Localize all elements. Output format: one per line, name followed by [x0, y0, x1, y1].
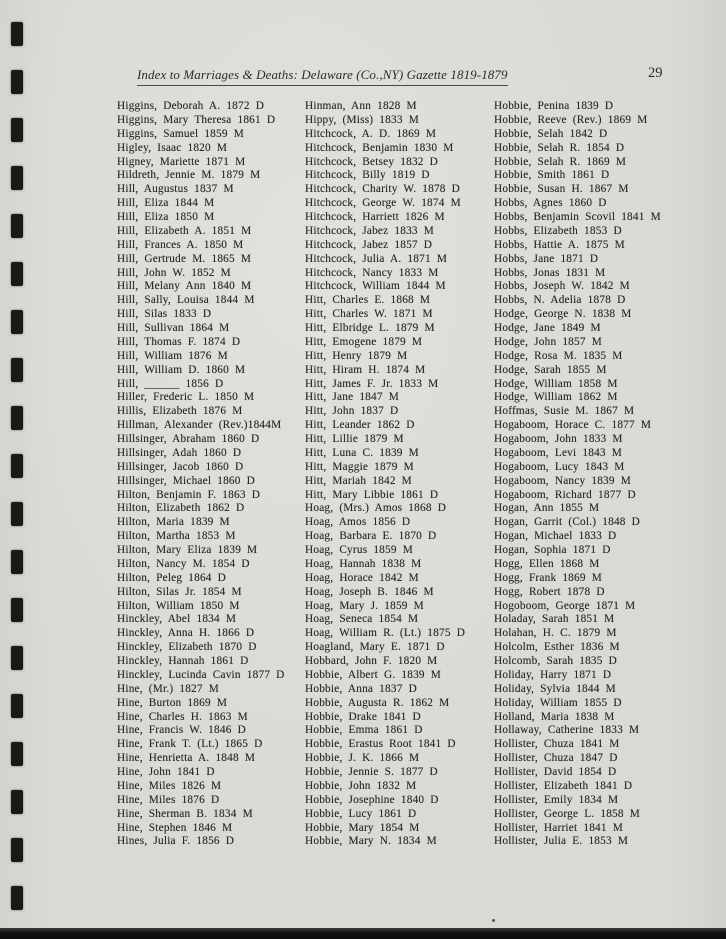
- page-header-title: Index to Marriages & Deaths: Delaware (Co.,NY) Gazette 1819-1879: [137, 67, 508, 86]
- binding-hole-mark: [11, 22, 23, 46]
- index-entry: Hitchcock, George W. 1874 M: [305, 197, 461, 210]
- index-entry: Hill, Eliza 1850 M: [117, 211, 215, 223]
- index-entry: Hilton, Nancy M. 1854 D: [117, 557, 250, 570]
- index-entry: Hobbie, Albert G. 1839 M: [305, 668, 442, 681]
- index-entry: Hobbs, Elizabeth 1853 D: [494, 224, 622, 237]
- index-entry: Hobbie, Mary N. 1834 M: [305, 835, 437, 848]
- index-entry: Hollaway, Catherine 1833 M: [494, 724, 640, 737]
- index-entry: Hillsinger, Michael 1860 D: [117, 474, 255, 487]
- index-entry: Hine, Henrietta A. 1848 M: [117, 752, 256, 765]
- index-entry: Hogaboom, Richard 1877 D: [494, 488, 636, 501]
- index-entry: Hitchcock, Jabez 1833 M: [305, 224, 435, 237]
- index-entry: Hobbie, John 1832 M: [305, 779, 417, 792]
- index-entry: Hitt, Elbridge L. 1879 M: [305, 322, 435, 334]
- index-entry: Hollister, Chuza 1841 M: [494, 738, 620, 751]
- index-entry: Hitchcock, A. D. 1869 M: [305, 127, 437, 140]
- index-entry: Hoag, (Mrs.) Amos 1868 D: [305, 502, 447, 515]
- index-entry: Hobbie, Jennie S. 1877 D: [305, 766, 438, 778]
- index-entry: Hogan, Garrit (Col.) 1848 D: [494, 516, 641, 529]
- index-entry: Hobbs, Jonas 1831 M: [494, 266, 606, 279]
- index-entry: Hobbs, Hattie A. 1875 M: [494, 238, 625, 251]
- index-entry: Hillman, Alexander (Rev.)1844M: [117, 419, 282, 432]
- index-entry: Hitchcock, Nancy 1833 M: [305, 266, 439, 279]
- binding-hole-mark: [11, 886, 23, 910]
- index-entry: Hillsinger, Abraham 1860 D: [117, 433, 260, 445]
- index-entry: Hobbie, Smith 1861 D: [494, 169, 610, 182]
- index-entry: Hobbie, Erastus Root 1841 D: [305, 738, 456, 751]
- index-entry: Hobbie, Susan H. 1867 M: [494, 183, 629, 196]
- index-entry: Hitchcock, Billy 1819 D: [305, 169, 430, 182]
- index-entry: Hobbie, Selah 1842 D: [494, 127, 608, 140]
- index-entry: Holiday, Harry 1871 D: [494, 668, 612, 681]
- index-column-1: [117, 100, 303, 849]
- index-entry: Hine, Stephen 1846 M: [117, 821, 233, 834]
- index-entry: Hilton, Martha 1853 M: [117, 530, 236, 543]
- index-entry: Hill, William 1876 M: [117, 349, 228, 362]
- index-entry: Hiller, Frederic L. 1850 M: [117, 391, 255, 404]
- index-entry: Hill, John W. 1852 M: [117, 266, 231, 279]
- index-entry: Hill, Sullivan 1864 M: [117, 322, 230, 334]
- index-entry: Hildreth, Jennie M. 1879 M: [117, 169, 261, 182]
- index-entry: Hitt, Maggie 1879 M: [305, 460, 414, 473]
- index-entry: Hodge, John 1857 M: [494, 335, 602, 348]
- index-entry: Hinckley, Lucinda Cavin 1877 D: [117, 668, 285, 681]
- page-number: 29: [648, 65, 663, 81]
- index-entry: Hill, Gertrude M. 1865 M: [117, 252, 252, 265]
- paper-speck: [492, 919, 495, 922]
- index-entry: Hitt, Jane 1847 M: [305, 391, 399, 404]
- index-entry: Hoag, Mary J. 1859 M: [305, 599, 424, 612]
- index-entry: Hoag, Hannah 1838 M: [305, 557, 422, 570]
- index-entry: Hine, Sherman B. 1834 M: [117, 807, 253, 820]
- index-entry: Hines, Julia F. 1856 D: [117, 835, 235, 848]
- index-entry: Hill, Augustus 1837 M: [117, 183, 234, 196]
- index-entry: Hodge, Rosa M. 1835 M: [494, 349, 623, 362]
- index-entry: Hitt, Hiram H. 1874 M: [305, 363, 426, 376]
- index-entry: Hobbs, Agnes 1860 D: [494, 197, 607, 210]
- index-entry: Hollister, David 1854 D: [494, 766, 617, 778]
- index-entry: Hogan, Michael 1833 D: [494, 530, 617, 543]
- index-entry: Hoag, Amos 1856 D: [305, 516, 411, 529]
- index-entry: Hill, ______ 1856 D: [117, 377, 224, 390]
- index-entry: Hilton, Peleg 1864 D: [117, 571, 227, 584]
- index-entry: Hill, Frances A. 1850 M: [117, 238, 244, 251]
- index-entry: Hodge, Jane 1849 M: [494, 322, 601, 334]
- index-entry: Hogaboom, Levi 1843 M: [494, 446, 623, 459]
- index-entry: Hinckley, Anna H. 1866 D: [117, 627, 255, 640]
- index-entry: Hillis, Elizabeth 1876 M: [117, 405, 243, 418]
- index-entry: Hitchcock, Charity W. 1878 D: [305, 183, 461, 196]
- index-entry: Hinckley, Elizabeth 1870 D: [117, 641, 257, 654]
- index-entry: Hogan, Sophia 1871 D: [494, 544, 611, 556]
- index-entry: Hill, Sally, Louisa 1844 M: [117, 294, 255, 307]
- index-entry: Holahan, H. C. 1879 M: [494, 627, 617, 640]
- index-entry: Hogaboom, Lucy 1843 M: [494, 460, 625, 473]
- index-entry: Hollister, Elizabeth 1841 D: [494, 779, 633, 792]
- index-entry: Holcolm, Esther 1836 M: [494, 641, 620, 654]
- index-entry: Hitt, Lillie 1879 M: [305, 433, 404, 445]
- index-entry: Hobbie, Lucy 1861 D: [305, 807, 417, 820]
- index-entry: Higley, Isaac 1820 M: [117, 141, 228, 154]
- index-entry: Higgins, Deborah A. 1872 D: [117, 100, 265, 112]
- index-entry: Hobbie, Penina 1839 D: [494, 100, 614, 112]
- index-entry: Hill, Melany Ann 1840 M: [117, 280, 252, 293]
- index-entry: Hogaboom, John 1833 M: [494, 433, 623, 445]
- index-entry: Hobbie, Selah R. 1869 M: [494, 155, 627, 168]
- index-entry: Hill, Silas 1833 D: [117, 308, 212, 321]
- index-entry: Hodge, Sarah 1855 M: [494, 363, 607, 376]
- index-entry: Hollister, Emily 1834 M: [494, 793, 619, 806]
- index-entry: Higgins, Mary Theresa 1861 D: [117, 113, 276, 126]
- index-entry: Hitt, Leander 1862 D: [305, 419, 415, 432]
- index-entry: Hobbie, Anna 1837 D: [305, 682, 417, 695]
- index-entry: Hillsinger, Jacob 1860 D: [117, 460, 244, 473]
- index-entry: Hitt, John 1837 D: [305, 405, 399, 418]
- index-entry: Hilton, Elizabeth 1862 D: [117, 502, 245, 515]
- index-entry: Hine, Miles 1826 M: [117, 779, 222, 792]
- index-entry: Hill, Elizabeth A. 1851 M: [117, 224, 252, 237]
- index-entry: Hollister, Julia E. 1853 M: [494, 835, 629, 848]
- index-entry: Hitchcock, William 1844 M: [305, 280, 446, 293]
- index-entry: Hilton, Benjamin F. 1863 D: [117, 488, 261, 501]
- index-entry: Hill, William D. 1860 M: [117, 363, 246, 376]
- index-entry: Hobbs, N. Adelia 1878 D: [494, 294, 626, 307]
- index-entry: Hilton, William 1850 M: [117, 599, 240, 612]
- index-entry: Hine, Miles 1876 D: [117, 793, 220, 806]
- index-entry: Hine, John 1841 D: [117, 766, 215, 778]
- index-entry: Hitt, Charles W. 1871 M: [305, 308, 433, 321]
- index-entry: Hobbie, Emma 1861 D: [305, 724, 423, 737]
- index-entry: Hitt, Mary Libbie 1861 D: [305, 488, 439, 501]
- index-entry: Hinman, Ann 1828 M: [305, 100, 417, 112]
- index-entry: Higney, Mariette 1871 M: [117, 155, 246, 168]
- page-header: [0, 62, 726, 92]
- index-entry: Hinckley, Abel 1834 M: [117, 613, 237, 626]
- index-entry: Hogg, Frank 1869 M: [494, 571, 602, 584]
- index-entry: Hitt, James F. Jr. 1833 M: [305, 377, 439, 390]
- index-entry: Hitchcock, Benjamin 1830 M: [305, 141, 454, 154]
- index-entry: Hodge, George N. 1838 M: [494, 308, 632, 321]
- index-entry: Holaday, Sarah 1851 M: [494, 613, 615, 626]
- index-entry: Hogaboom, Nancy 1839 M: [494, 474, 632, 487]
- index-entry: Hoffmas, Susie M. 1867 M: [494, 405, 635, 418]
- index-entry: Holcomb, Sarah 1835 D: [494, 655, 618, 667]
- scan-bottom-edge: [0, 928, 726, 939]
- index-entry: Hogan, Ann 1855 M: [494, 502, 600, 515]
- index-entry: Hobbard, John F. 1820 M: [305, 655, 438, 667]
- index-entry: Holiday, Sylvia 1844 M: [494, 682, 616, 695]
- index-entry: Hine, Francis W. 1846 D: [117, 724, 246, 737]
- index-entry: Hogg, Ellen 1868 M: [494, 557, 600, 570]
- index-entry: Hitt, Charles E. 1868 M: [305, 294, 431, 307]
- index-entry: Hoag, Seneca 1854 M: [305, 613, 419, 626]
- index-entry: Hitchcock, Harriett 1826 M: [305, 211, 445, 223]
- index-entry: Hogg, Robert 1878 D: [494, 585, 605, 598]
- index-entry: Hilton, Silas Jr. 1854 M: [117, 585, 242, 598]
- index-column-3: [494, 100, 694, 849]
- index-entry: Hitchcock, Julia A. 1871 M: [305, 252, 448, 265]
- index-entry: Hine, Frank T. (Lt.) 1865 D: [117, 738, 263, 751]
- index-entry: Hitt, Emogene 1879 M: [305, 335, 423, 348]
- index-entry: Hoag, Cyrus 1859 M: [305, 544, 413, 556]
- index-entry: Hobbie, Mary 1854 M: [305, 821, 420, 834]
- index-entry: Hitchcock, Jabez 1857 D: [305, 238, 433, 251]
- index-entry: Hilton, Maria 1839 M: [117, 516, 230, 529]
- index-entry: Hoagland, Mary E. 1871 D: [305, 641, 445, 654]
- index-entry: Hine, (Mr.) 1827 M: [117, 682, 220, 695]
- index-entry: Hobbie, Josephine 1840 D: [305, 793, 439, 806]
- index-entry: Hollister, George L. 1858 M: [494, 807, 641, 820]
- index-entry: Hine, Charles H. 1863 M: [117, 710, 248, 723]
- index-columns: [0, 100, 726, 860]
- index-entry: Hogaboom, Horace C. 1877 M: [494, 419, 652, 432]
- index-entry: Hollister, Harriet 1841 M: [494, 821, 624, 834]
- index-entry: Hill, Thomas F. 1874 D: [117, 335, 241, 348]
- index-entry: Hitt, Mariah 1842 M: [305, 474, 412, 487]
- index-entry: Hobbs, Benjamin Scovil 1841 M: [494, 211, 661, 223]
- index-entry: Hobbie, Selah R. 1854 D: [494, 141, 625, 154]
- index-entry: Hoag, William R. (Lt.) 1875 D: [305, 627, 466, 640]
- index-entry: Hill, Eliza 1844 M: [117, 197, 215, 210]
- index-entry: Hine, Burton 1869 M: [117, 696, 228, 709]
- index-entry: Hoag, Barbara E. 1870 D: [305, 530, 437, 543]
- index-entry: Hobbie, Drake 1841 D: [305, 710, 421, 723]
- index-entry: Hitchcock, Betsey 1832 D: [305, 155, 439, 168]
- index-entry: Hinckley, Hannah 1861 D: [117, 655, 249, 667]
- index-entry: Hitt, Henry 1879 M: [305, 349, 408, 362]
- index-entry: Hoag, Horace 1842 M: [305, 571, 419, 584]
- index-entry: Hilton, Mary Eliza 1839 M: [117, 544, 258, 556]
- index-entry: Hillsinger, Adah 1860 D: [117, 446, 242, 459]
- index-entry: Hogoboom, George 1871 M: [494, 599, 636, 612]
- index-entry: Hobbie, J. K. 1866 M: [305, 752, 420, 765]
- index-column-2: [305, 100, 491, 849]
- index-entry: Hollister, Chuza 1847 D: [494, 752, 618, 765]
- index-entry: Hodge, William 1858 M: [494, 377, 618, 390]
- index-entry: Hobbs, Joseph W. 1842 M: [494, 280, 630, 293]
- index-entry: Hobbs, Jane 1871 D: [494, 252, 599, 265]
- index-entry: Hodge, William 1862 M: [494, 391, 618, 404]
- index-entry: Holiday, William 1855 D: [494, 696, 622, 709]
- index-entry: Hippy, (Miss) 1833 M: [305, 113, 419, 126]
- index-entry: Higgins, Samuel 1859 M: [117, 127, 244, 140]
- index-entry: Holland, Maria 1838 M: [494, 710, 615, 723]
- index-entry: Hoag, Joseph B. 1846 M: [305, 585, 434, 598]
- index-entry: Hobbie, Augusta R. 1862 M: [305, 696, 450, 709]
- index-entry: Hobbie, Reeve (Rev.) 1869 M: [494, 113, 648, 126]
- index-entry: Hitt, Luna C. 1839 M: [305, 446, 419, 459]
